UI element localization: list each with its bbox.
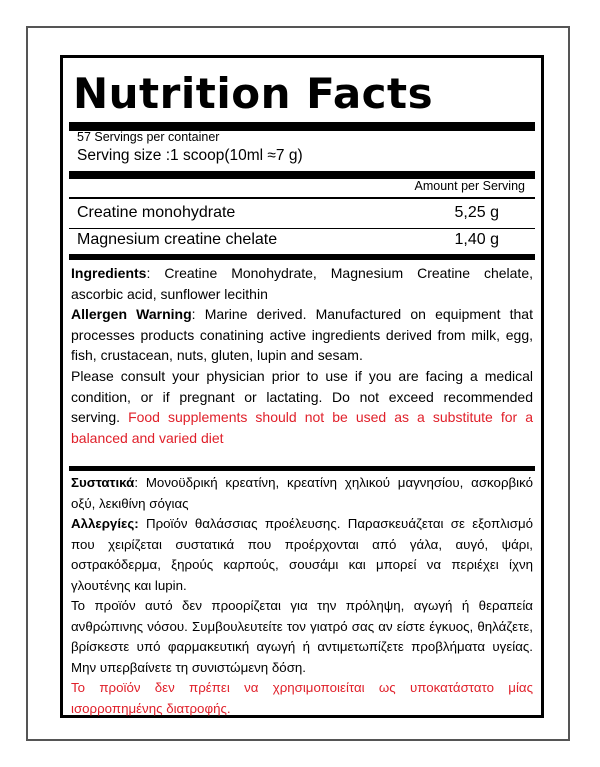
- english-info-block: [71, 263, 533, 448]
- ingredients-text: : Creatine Monohydrate, Magnesium Creatine chelate, ascorbic acid, sunflower lecithin: [71, 265, 533, 302]
- nutrient-name: Creatine monohydrate: [77, 204, 236, 221]
- ingredients-paragraph: [71, 263, 533, 304]
- nutrition-label: [60, 55, 544, 718]
- allergen-paragraph: [71, 304, 533, 366]
- greek-ingredients-text: : Μονοϋδρική κρεατίνη, κρεατίνη χηλικού μαγνησίου, ασκορβικό οξύ, λεκιθίνη σόγιας: [71, 475, 533, 511]
- allergen-label: Allergen Warning: [71, 306, 192, 323]
- serving-size: Serving size :1 scoop(10ml ≈7 g): [77, 147, 303, 164]
- greek-allergen-paragraph: [71, 514, 533, 596]
- ingredients-label: Ingredients: [71, 265, 147, 281]
- greek-advice-paragraph: [71, 596, 533, 678]
- advice-paragraph: [71, 366, 533, 448]
- allergen-text: : Marine derived. Manufactured on equipment that processes products conatining active ingredients derived from milk, egg, fish, crustacean, nuts, gluten, lupin and sesam.: [71, 306, 533, 364]
- greek-allergen-text: Προϊόν θαλάσσιας προέλευσης. Παρασκευάζεται σε εξοπλισμό που χειρίζεται συστατικά που προέρχονται από γάλα, αυγό, ψάρι, οστρακόδερμα, ξηρούς καρπούς, σουσάμι και μπορεί να περιέχει ίχνη γλουτένης και lupin.: [71, 516, 533, 593]
- divider: [69, 228, 535, 229]
- greek-supplement-warning: Το προϊόν δεν πρέπει να χρησιμοποιείται ως υποκατάστατο μίας ισορροπημένης διατροφής.: [71, 680, 533, 716]
- divider: [69, 197, 535, 199]
- supplement-warning: Food supplements should not be used as a substitute for a balanced and varied diet: [71, 409, 533, 446]
- thick-divider: [69, 466, 535, 471]
- advice-text: Please consult your physician prior to use if you are facing a medical condition, or if pregnant or lactating. Do not exceed recommended serving.: [71, 367, 533, 426]
- greek-info-block: [71, 473, 533, 719]
- greek-ingredients-paragraph: [71, 473, 533, 514]
- amount-per-serving-header: Amount per Serving: [414, 179, 525, 193]
- nutrient-amount: 5,25 g: [454, 204, 499, 221]
- nutrient-row: [77, 230, 525, 250]
- thick-divider: [69, 254, 535, 260]
- greek-ingredients-label: Συστατικά: [71, 475, 135, 490]
- thick-divider: [69, 171, 535, 179]
- nutrient-name: Magnesium creatine chelate: [77, 231, 278, 248]
- greek-advice-text: Το προϊόν αυτό δεν προορίζεται για την πρόληψη, αγωγή ή θεραπεία ανθρώπινης νόσου. Συμβουλευτείτε τον γιατρό σας αν είστε έγκυος, θηλάζετε, βρίσκεστε υπό φαρμακευτική αγωγή ή αντιμετωπίζετε προβλήματα υγείας. Μην υπερβαίνετε τη συνιστώμενη δόση.: [71, 598, 533, 675]
- nutrient-row: [77, 203, 525, 223]
- greek-allergen-label: Αλλεργίες:: [71, 516, 139, 531]
- nutrient-amount: 1,40 g: [454, 231, 499, 248]
- label-title: Nutrition Facts: [73, 69, 434, 118]
- servings-per-container: 57 Servings per container: [77, 130, 220, 144]
